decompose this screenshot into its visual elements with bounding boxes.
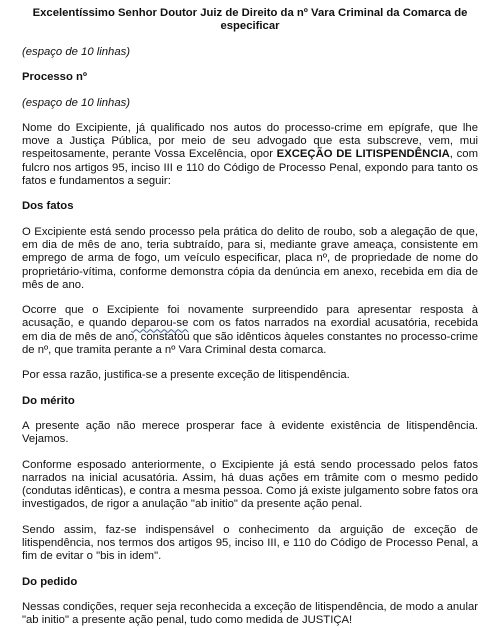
merito-paragraph-3: Sendo assim, faz-se indispensável o conhecimento da arguição de exceção de litispendência, nos termos dos artigos 95, inciso III, e 110 do Código de Processo Penal, a fim de evitar o "bis in idem".: [22, 523, 478, 563]
process-number-label: Processo nº: [22, 71, 88, 84]
fatos-paragraph-2: [22, 304, 478, 357]
fatos-p2-text-2: com os fatos narrados na exordial acusatória, recebida em dia de mês de ano, constatou que são idênticos àqueles constantes no processo-crime de nº, que tramita perante a nº Vara Criminal desta comarca.: [22, 317, 478, 357]
intro-bold-title: EXCEÇÃO DE LITISPENDÊNCIA: [276, 148, 450, 161]
merito-paragraph-1: A presente ação não merece prosperar face à evidente existência de litispendência. Vejamos.: [22, 419, 478, 446]
intro-paragraph: [22, 122, 478, 188]
pedido-paragraph-1: Nessas condições, requer seja reconhecida a exceção de litispendência, de modo a anular "ab initio" a presente ação penal, tudo como medida de JUSTIÇA!: [22, 600, 478, 627]
heading-dos-fatos: Dos fatos: [22, 200, 74, 213]
document-header: Excelentíssimo Senhor Doutor Juiz de Direito da nº Vara Criminal da Comarca de especificar: [32, 7, 468, 32]
intro-text-1: Nome do Excipiente, já qualificado nos autos do processo-crime em epígrafe, que lhe move a Justiça Pública, por meio de seu advogado que esta subscreve, vem, mui respeitosamente, perante Vossa Excelência, opor: [22, 121, 478, 161]
heading-do-merito: Do mérito: [22, 394, 75, 407]
spacing-note-2: (espaço de 10 linhas): [22, 96, 131, 109]
spacing-note-1: (espaço de 10 linhas): [22, 46, 131, 58]
intro-text-2: , com fulcro nos artigos 95, inciso III e 110 do Código de Processo Penal, expondo para tanto os fatos e fundamentos a seguir:: [22, 148, 478, 188]
fatos-p2-text-1: Ocorre que o Excipiente foi novamente surpreendido para apresentar resposta à acusação, e quando: [22, 304, 478, 330]
heading-do-pedido: Do pedido: [22, 575, 78, 588]
fatos-paragraph-3: Por essa razão, justifica-se a presente exceção de litispendência.: [22, 369, 350, 382]
fatos-paragraph-1: O Excipiente está sendo processo pela prática do delito de roubo, sob a alegação de que, em dia de mês de ano, teria subtraído, para si, mediante grave ameaça, consistente em emprego de arma de fogo, um veículo especificar, placa nº, de propriedade de nome do proprietário-vítima, conforme demonstra cópia da denúncia em anexo, recebida em dia de mês de ano.: [22, 225, 478, 291]
merito-paragraph-2: Conforme esposado anteriormente, o Excipiente já está sendo processado pelos fatos narrados na inicial acusatória. Assim, há duas ações em trâmite com o mesmo pedido (condutas idênticas), e contra a mesma pessoa. Como já existe julgamento sobre fatos ora investigados, de rigor a anulação "ab initio" da presente ação penal.: [22, 458, 478, 511]
spellcheck-word[interactable]: deparou-se: [131, 317, 189, 330]
